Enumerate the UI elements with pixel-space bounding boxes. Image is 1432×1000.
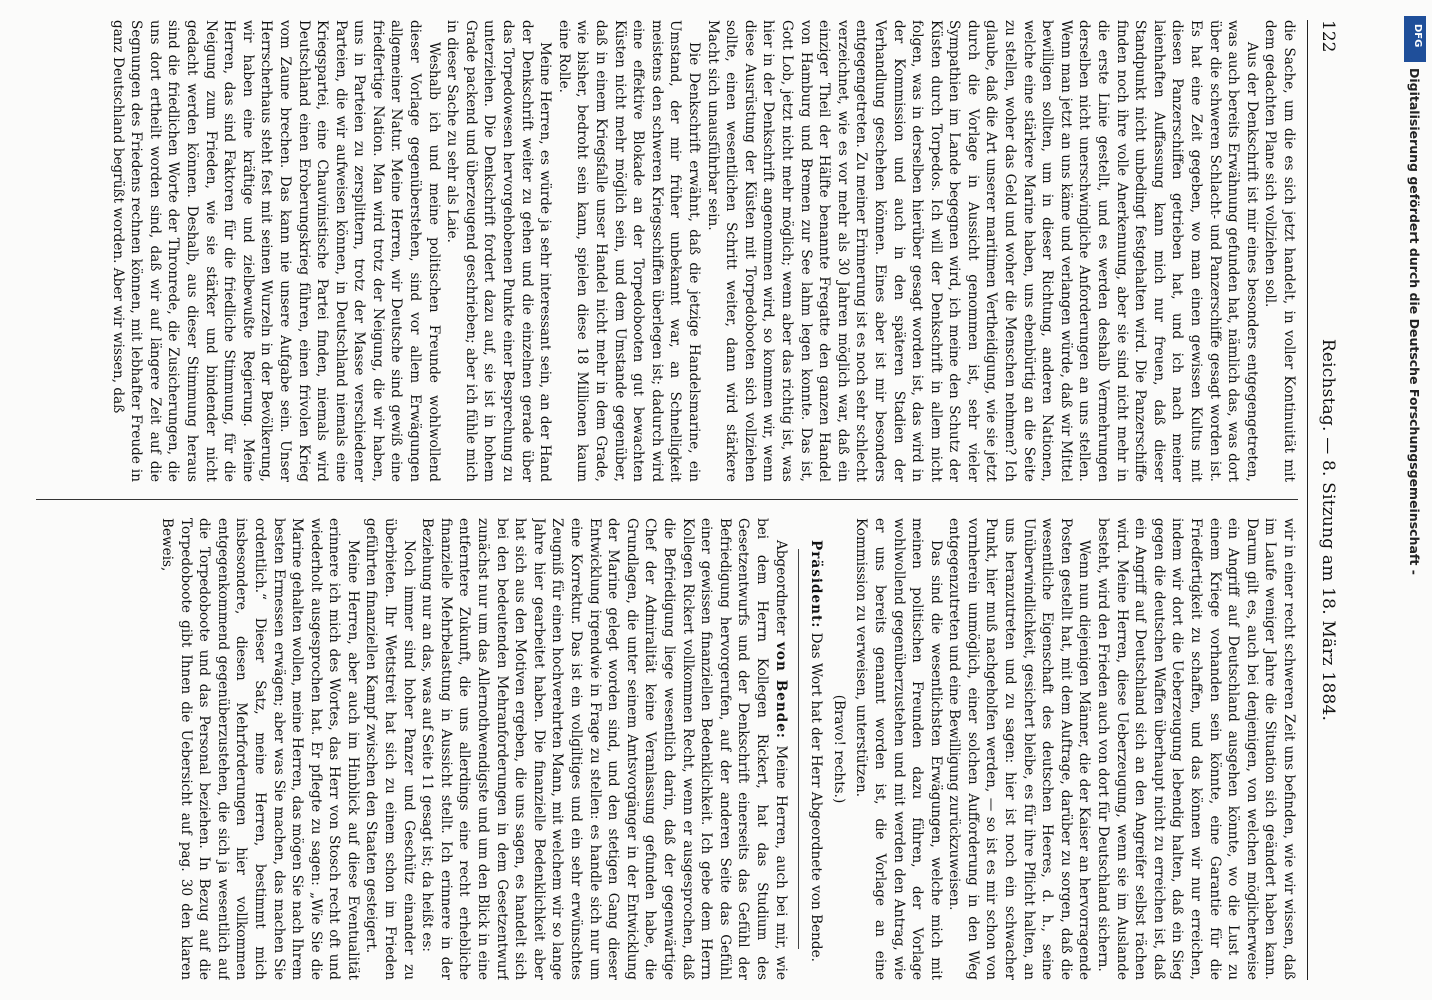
left-column bbox=[36, 20, 1298, 482]
dfg-logo: DFG bbox=[1404, 16, 1426, 62]
paragraph: die Sache, um die es sich jetzt handelt, in voller Kontinuität mit dem gedachten Plane sich vollziehen soll. bbox=[1262, 20, 1297, 482]
paragraph: Meine Herren, es würde ja sehr interessant sein, an der Hand der Denkschrift weiter zu gehen und die einzelnen gerade über das Torpedowesen hervorgehobenen Punkte einer Besprechung zu unterziehen. Die Denkschrift fordert dazu auf, sie ist in hohem Grade packend und überzeugend geschrieben; aber ich fühle mich in dieser Sache zu sehr als Laie. bbox=[444, 20, 554, 482]
column-divider bbox=[36, 499, 1298, 500]
applause-note: (Bravo! rechts.) bbox=[830, 694, 847, 804]
right-column bbox=[36, 518, 1298, 980]
paragraph: Aus der Denkschrift ist mir eines besonders entgegengetreten, was auch bereits Erwähnung gefunden hat, nämlich das, was dort über die schweren Schlacht- und Panzerschiffe gesagt worden ist. Es hat eine Zeit gegeben, wo man einen gewissen Kultus mit diesen Panzerschiffen getrieben hat, und ich nach meiner laienhaften Auffassung kann mich nur freuen, daß dieser Standpunkt nicht unbedingt festgehalten wird. Die Panzerschiffe finden noch ihre volle Anerkennung, aber sie sind nicht mehr in die erste Linie gestellt, und es werden deshalb Vermehrungen derselben nicht unerschwingliche Anforderungen an uns stellen. Wenn man jetzt an uns käme und verlangen würde, daß wir Mittel bewilligen sollten, um in dieser Richtung, anderen Nationen, welche eine stärkere Marine haben, uns ebenbürtig an die Seite zu stellen, woher das Geld und woher die Menschen nehmen? Ich glaube, daß die Art unserer maritimen Vertheidigung, wie sie jetzt durch die Vorlage in Aussicht genommen ist, sehr vieler Sympathien im Lande begegnen wird, ich meine den Schutz der Küsten durch Torpedos. Ich will der Denkschrift in allem nicht folgen, was in derselben hierüber gesagt worden ist, das wird in der Kommission und auch in den späteren Stadien der Verhandlung geschehen können. Eines aber ist mir besonders entgegengetreten. Zu meiner Erinnerung ist es noch sehr schlecht verzeichnet, wie es vor mehr als 30 Jahren möglich war, daß ein einziger Theil der Hälfte benannte Fregatte den ganzen Handel von Hamburg und Bremen zur See lahm legen konnte. Das ist, Gott Lob, jetzt nicht mehr möglich; wenn aber das richtig ist, was hier in der Denkschrift angenommen wird, so kommen wir, wenn diese Ausrüstung der Küsten mit Torpedobooten sich vollziehen sollte, einen wesentlichen Schritt weiter, dann wird stärkere Macht sich unausführbar sein. bbox=[704, 20, 1260, 482]
header-rule bbox=[1307, 20, 1308, 980]
digitization-credit bbox=[1396, 10, 1432, 990]
credit-text: Digitalisierung gefördert durch die Deutsche Forschungsgemeinschaft - bbox=[1407, 68, 1422, 575]
paragraph: Meine Herren, auch bei mir, wie bei dem Herrn Kollegen Rickert, hat das Studium des Gesetzentwurfs und der Denkschrift einerseits das Gefühl der Befriedigung hervorgerufen, auf der anderen Seite das Gefühl einer gewissen finanziellen Bedenklichkeit. Ich gebe dem Herrn Kollegen Rickert vollkommen Recht, wenn er ausgesprochen, daß die Befriedigung liege wesentlich darin, daß der gegenwärtige Chef der Admiralität keine Veranlassung gefunden habe, die Grundlagen, die unter seinem Amtsvorgänger in der Entwicklung der Marine gelegt worden sind, und den stetigen Gang dieser Entwicklung irgendwie in Frage zu stellen: es handle sich nur um eine Korrektur. Das ist ein vollgiltiges und ein sehr erwünschtes Zeugniß für einen hochverehrten Mann, mit welchem wir so lange Jahre hier gearbeitet haben. Die finanzielle Bedenklichkeit aber hat sich aus den Motiven ergeben, die uns sagen, es handelt sich bei den bedeutenden Mehranforderungen in dem Gesetzentwurf zunächst nur um das Allernothwendigste und um den Blick in eine entferntere Zukunft, die uns allerdings eine recht erhebliche finanzielle Mehrbelastung in Aussicht stellt. Ich erinnere in der Beziehung nur an das, was auf Seite 11 gesagt ist; da heißt es: bbox=[419, 518, 789, 980]
president-text: Das Wort hat der Herr Abgeordnete von Bende. bbox=[808, 632, 825, 962]
page-header bbox=[1314, 20, 1342, 980]
quotation: Noch immer sind hoher Panzer und Geschütz einander zu überbieten. Ihr Wettstreit hat sich zu einem schon im Frieden geführten finanziellen Kampf zwischen den Staaten gesteigert. bbox=[363, 518, 417, 980]
deputy-label: Abgeordneter bbox=[772, 540, 789, 636]
section-rule bbox=[798, 549, 799, 949]
paragraph: Weshalb ich und meine politischen Freunde wohlwollend dieser Vorlage gegenüberstehen, sind vor allem Erwägungen allgemeiner Natur. Meine Herren, wir Deutsche sind gewiß eine friedfertige Nation. Man wird trotz der Neigung, die wir haben, uns in Parteien zu zersplittern, trotz der Masse verschiedener Parteien, die wir aufweisen können, in Deutschland niemals eine Kriegspartei, eine Chauvinistische Partei finden, niemals wird Deutschland einen Eroberungskrieg führen, einen frivolen Krieg vom Zaune brechen. Das kann nie unsere Aufgabe sein. Unser Herrscherhaus steht fest mit seinen Wurzeln in der Bevölkerung, wir haben eine kräftige und zielbewußte Regierung. Meine Herren, das sind Faktoren für die friedliche Stimmung, für die Neigung zum Frieden, wie sie stärker und bindender nicht gedacht werden können. Deshalb, aus dieser Stimmung heraus sind die friedlichen Worte der Thronrede, die Zusicherungen, die uns dort ertheilt worden sind, daß wir auf längere Zeit auf die Segnungen des Friedens rechnen können, mit lebhafter Freude in ganz Deutschland begrüßt worden. Aber wir wissen, daß bbox=[109, 20, 442, 482]
president-speaker: Präsident: bbox=[808, 540, 825, 629]
president-remark bbox=[807, 518, 826, 980]
deputy-speech-start bbox=[418, 518, 790, 980]
paragraph: Meine Herren, aber auch im Hinblick auf diese Eventualität erinnere ich mich des Wortes, das Herr von Stosch recht oft und wiederholt ausgesprochen hat. Er pflegte zu sagen: „Wie Sie die Marine gehalten wollen, meine Herren, das mögen Sie nach Ihrem besten Ermessen erwägen; aber was Sie machen, das machen Sie ordentlich.“ Dieser Satz, meine Herren, bestimmt mich insbesondere, diesen Mehrforderungen hier vollkommen entgegenkommend gegenüberzustehen, die sich ja wesentlich auf die Torpedoboote und das Personal beziehen. In Bezug auf die Torpedoboote gibt Ihnen die Uebersicht auf pag. 30 den klaren Beweis, bbox=[158, 518, 361, 980]
deputy-name: von Bende: bbox=[772, 641, 789, 739]
page-number: 122 bbox=[1318, 20, 1338, 53]
running-title: Reichstag. — 8. Sitzung am 18. März 1884. bbox=[1318, 338, 1338, 722]
paragraph: Das sind die wesentlichsten Erwägungen, welche mich mit meinen politischen Freunden dazu führen, der Vorlage wohlwollend gegenüberzustehen und mit werden den Antrag, wie er uns bereits genannt worden ist, die Vorlage an eine Kommission zu verweisen, unterstützen. bbox=[853, 518, 944, 980]
paragraph: wir in einer recht schweren Zeit uns befinden, wie wir wissen, daß im Laufe weniger Jahre die Situation sich geändert haben kann. Darum gilt es, auch bei denjenigen, von welchen möglicherweise ein Angriff auf Deutschland ausgehen könnte, wo die Lust zu einem Kriege vorhanden sein könnte, eine Garantie für die Friedfertigkeit zu schaffen, und das können wir nur erreichen, indem wir dort die Ueberzeugung lebendig halten, daß ein Sieg gegen die deutschen Waffen überhaupt nicht zu erreichen ist, daß ein Angriff auf Deutschland sich an den Angreifer selbst rächen wird. Meine Herren, diese Ueberzeugung, wenn sie im Auslande besteht, wird den Frieden auch von dort für Deutschland sichern. bbox=[1095, 518, 1297, 980]
rotated-newspaper-page bbox=[32, 20, 1342, 980]
paragraph: Die Denkschrift erwähnt, daß die jetzige Handelsmarine, ein Umstand, der mir früher unbekannt war, an Schnelligkeit meistens den schweren Kriegsschiffen überlegen ist; dadurch wird eine effektive Blokade an der Torpedobooten gut bewachten Küsten nicht mehr möglich sein, und dem Umstande gegenüber, daß in einem Kriegsfalle unser Handel nicht mehr in dem Grade, wie bisher, bedroht sein kann, spielen diese 18 Millionen kaum eine Rolle. bbox=[555, 20, 702, 482]
paragraph: Wenn nun diejenigen Männer, die der Kaiser an hervorragende Posten gestellt hat, mit dem Auftrage, darüber zu sorgen, daß die wesentliche Eigenschaft des deutschen Heeres, d. h., seine Unüberwindlichkeit, gesichert bleibe, es für ihre Pflicht halten, an uns heranzutreten und zu sagen: hier ist noch ein schwacher Punkt, hier muß nachgeholfen werden, — so ist es mir schon von vornherein unmöglich, einer solchen Aufforderung in den Weg entgegenzutreten und eine Bewilligung zurückzuweisen. bbox=[946, 518, 1093, 980]
